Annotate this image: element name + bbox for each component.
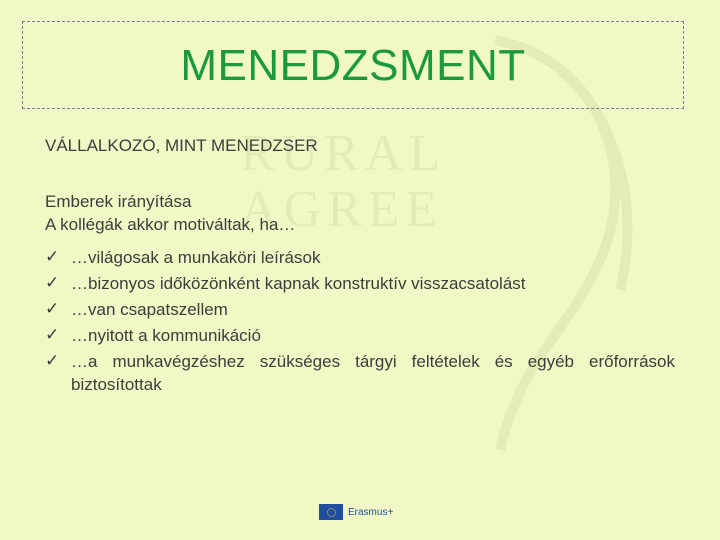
intro-line-2: A kollégák akkor motiváltak, ha…: [45, 215, 296, 234]
eu-flag-icon: [319, 504, 343, 520]
check-icon: ✓: [45, 299, 60, 319]
title-box: [22, 21, 684, 109]
checklist-item-text: …világosak a munkaköri leírások: [71, 248, 321, 267]
checklist-item-text: …bizonyos időközönként kapnak konstruktív visszacsatolást: [71, 274, 526, 293]
checklist-item-text: …nyitott a kommunikáció: [71, 326, 261, 345]
checklist: [45, 246, 675, 399]
slide-title: MENEDZSMENT: [180, 41, 526, 90]
checklist-item: [45, 272, 675, 295]
slide-subtitle: VÁLLALKOZÓ, MINT MENEDZSER: [45, 136, 318, 155]
erasmus-label: Erasmus+: [348, 506, 394, 518]
intro-line-1: Emberek irányítása: [45, 192, 192, 211]
checklist-item-text: …van csapatszellem: [71, 300, 228, 319]
checklist-item: [45, 298, 675, 321]
check-icon: ✓: [45, 351, 60, 371]
checklist-item-text: …a munkavégzéshez szükséges tárgyi feltételek és egyéb erőforrások biztosítottak: [71, 352, 675, 394]
checklist-item: [45, 324, 675, 347]
check-icon: ✓: [45, 273, 60, 293]
erasmus-logo: [319, 504, 393, 520]
check-icon: ✓: [45, 247, 60, 267]
watermark-agree: AGREE: [240, 181, 444, 238]
checklist-item: [45, 246, 675, 269]
check-icon: ✓: [45, 325, 60, 345]
intro-block: [45, 190, 295, 236]
checklist-item: [45, 350, 675, 396]
watermark-rural: RURAL: [240, 125, 447, 182]
